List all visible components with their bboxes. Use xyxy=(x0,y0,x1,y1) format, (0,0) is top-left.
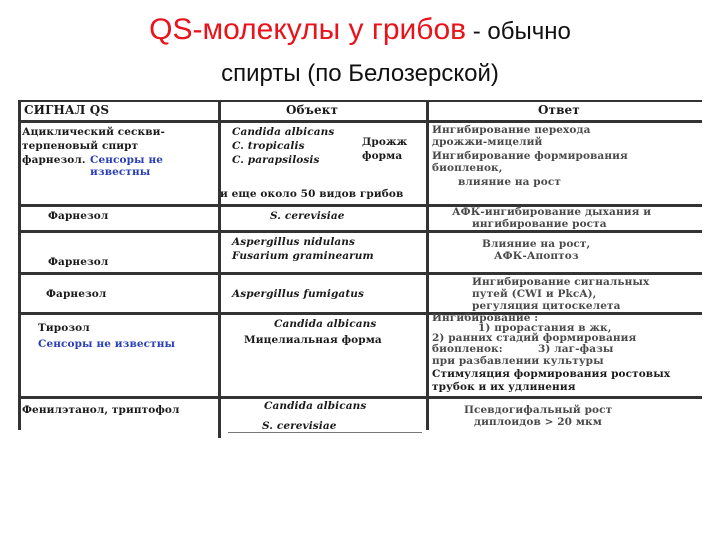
table-border-top xyxy=(18,100,702,102)
row4-response-line1: Ингибирование сигнальных xyxy=(472,276,650,288)
title-black-part: - обычно xyxy=(466,18,571,45)
row6-signal: Фенилэтанол, триптофол xyxy=(22,404,180,416)
row1-object-note2: форма xyxy=(362,150,403,162)
row1-signal-line3: фарнезол. xyxy=(22,154,86,166)
row-divider-2 xyxy=(18,230,702,233)
row1-object-line1: Candida albicans xyxy=(232,126,335,138)
row-divider-5 xyxy=(18,396,702,399)
row5-response-line2: 1) прорастания в жк, xyxy=(478,322,612,334)
row1-signal-sensors: Сенсоры не известны xyxy=(90,154,164,178)
row5-signal: Тирозол xyxy=(38,322,90,334)
row1-object-extra: и еще около 50 видов грибов xyxy=(220,188,404,200)
row1-signal-line1: Ациклический сескви- xyxy=(22,126,165,138)
row5-response-line3: 2) ранних стадий формирования xyxy=(432,332,637,344)
row2-response-line1: АФК-ингибирование дыхания и xyxy=(452,206,652,218)
row3-object-line1: Aspergillus nidulans xyxy=(232,236,356,248)
row5-object-line1: Candida albicans xyxy=(274,318,377,330)
row6-response-line2: диплоидов > 20 мкм xyxy=(474,416,602,428)
row2-object: S. cerevisiae xyxy=(270,210,345,222)
row6-response-line1: Псевдогифальный рост xyxy=(464,404,613,416)
row1-response-line4: биопленок, xyxy=(432,162,503,174)
row1-object-note1: Дрожж xyxy=(362,136,408,148)
row1-response-line5: влияние на рост xyxy=(458,176,561,188)
row5-response-line6: при разбавлении культуры xyxy=(432,355,604,367)
row6-object-line2: S. cerevisiae xyxy=(262,420,337,432)
header-divider xyxy=(18,120,702,123)
row1-response-line3: Ингибирование формирования xyxy=(432,150,628,162)
row4-signal: Фарнезол xyxy=(46,288,107,300)
header-response: Ответ xyxy=(538,103,580,117)
row6-object-line1: Candida albicans xyxy=(264,400,367,412)
header-signal: СИГНАЛ QS xyxy=(24,103,110,117)
row3-signal: Фарнезол xyxy=(48,256,109,268)
row1-response-line2: дрожжи-мицелий xyxy=(432,136,543,148)
row2-response-line2: ингибирование роста xyxy=(472,218,607,230)
row5-object-line2: Мицелиальная форма xyxy=(244,334,382,346)
header-object: Объект xyxy=(286,103,338,117)
row-bottom-line xyxy=(228,432,422,433)
row5-response-line1: Ингибирование : xyxy=(432,312,539,324)
row-divider-3 xyxy=(18,272,702,275)
row5-signal-sensors: Сенсоры не известны xyxy=(38,338,176,350)
row5-response-line4: биопленок: xyxy=(432,343,503,355)
row5-response-bold-line2: трубок и их удлинения xyxy=(432,381,576,393)
row3-response-line2: АФК-Апоптоз xyxy=(494,250,579,262)
row1-object-line3: C. parapsilosis xyxy=(232,154,320,166)
table-border-left xyxy=(18,100,21,430)
slide-subtitle: спирты (по Белозерской) xyxy=(221,60,499,87)
row4-response-line3: регуляция цитоскелета xyxy=(472,300,621,312)
row3-object-line2: Fusarium graminearum xyxy=(232,250,374,262)
row1-signal-line2: терпеновый спирт xyxy=(22,140,139,152)
row-divider-4 xyxy=(18,312,702,315)
column-divider-1 xyxy=(218,100,221,438)
row2-signal: Фарнезол xyxy=(48,210,109,222)
slide-title xyxy=(0,12,720,50)
row1-response-line1: Ингибирование перехода xyxy=(432,124,591,136)
row5-response-line5: 3) лаг-фазы xyxy=(538,343,614,355)
row3-response-line1: Влияние на рост, xyxy=(482,238,591,250)
column-divider-2 xyxy=(426,100,429,430)
row1-object-line2: C. tropicalis xyxy=(232,140,305,152)
title-red-part: QS-молекулы у грибов xyxy=(149,13,467,46)
row4-response-line2: путей (CWI и PkcA), xyxy=(472,288,597,300)
row5-response-bold-line1: Стимуляция формирования ростовых xyxy=(432,368,671,380)
row4-object: Aspergillus fumigatus xyxy=(232,288,365,300)
qs-table xyxy=(18,100,702,438)
